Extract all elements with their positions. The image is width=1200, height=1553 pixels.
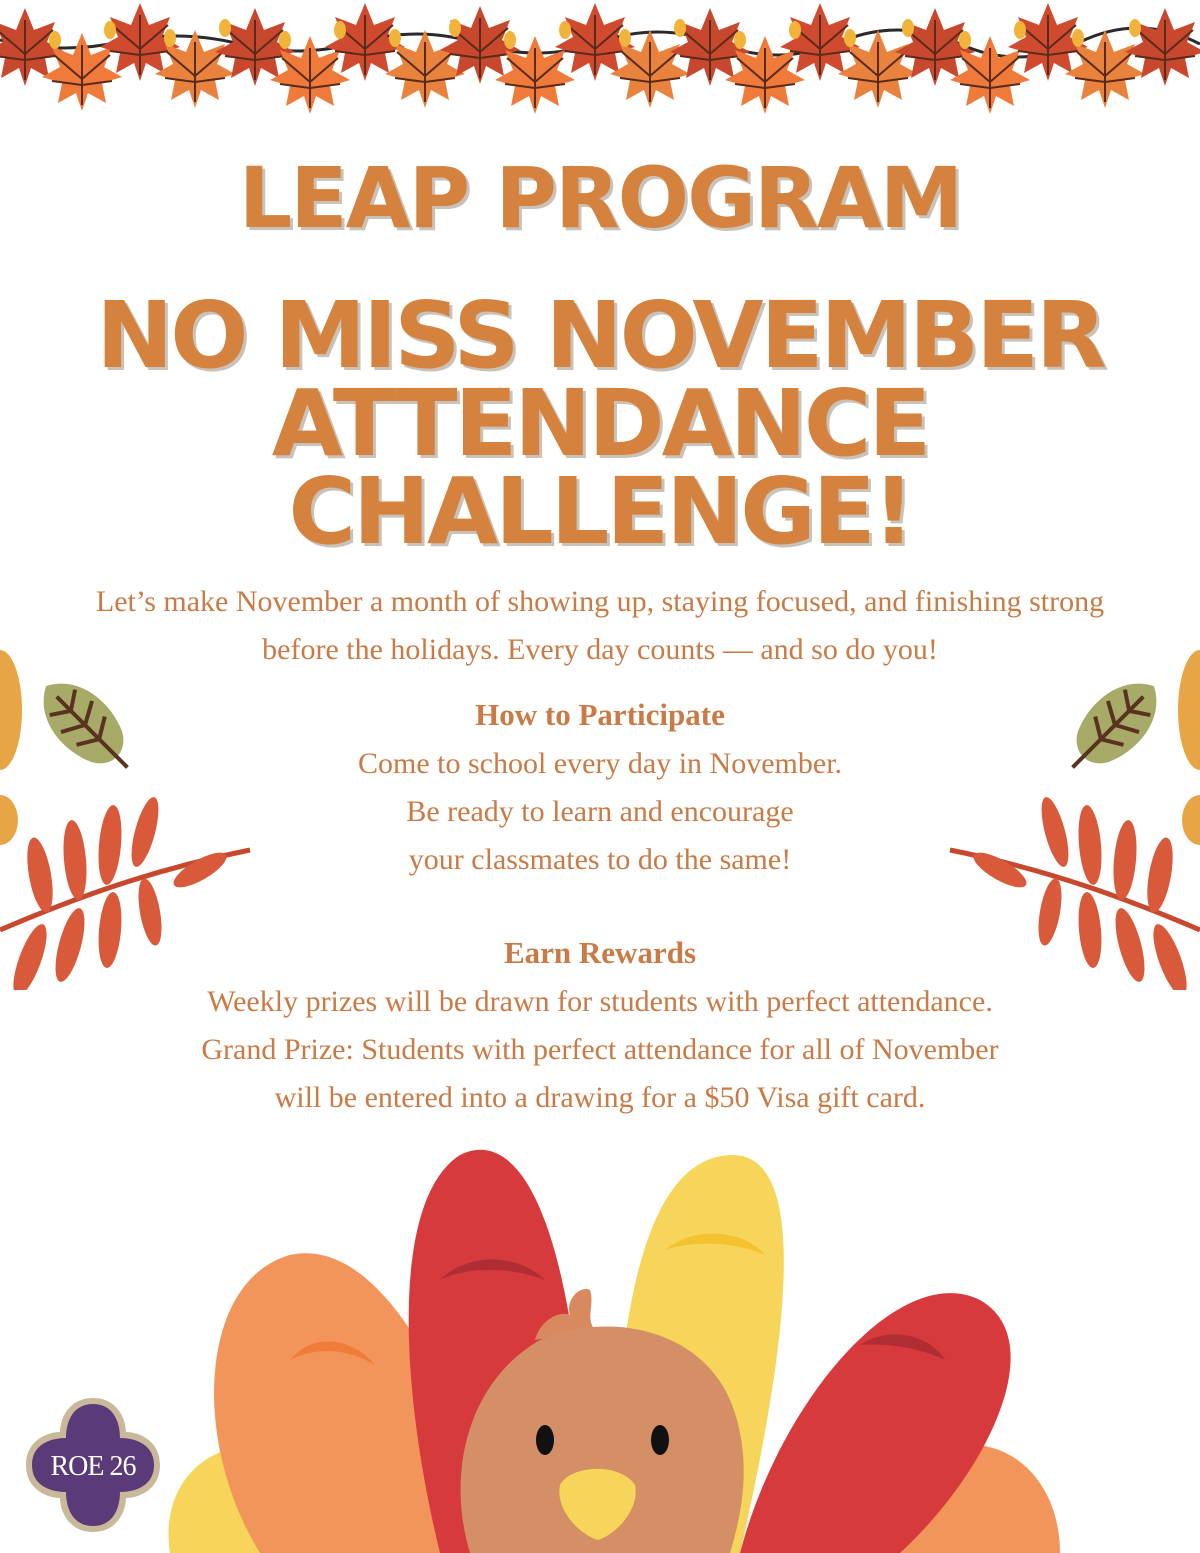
how-to-line: Be ready to learn and encourage bbox=[406, 795, 794, 828]
rewards-line: will be entered into a drawing for a $50 Visa gift card. bbox=[274, 1081, 926, 1114]
intro-line: before the holidays. Every day counts — and so do you! bbox=[262, 633, 938, 666]
how-to-line: Come to school every day in November. bbox=[357, 747, 843, 780]
rewards-text bbox=[0, 978, 1200, 1122]
challenge-title-line2: ATTENDANCE bbox=[271, 370, 929, 477]
roe-logo-icon bbox=[18, 1390, 168, 1540]
rewards-line: Weekly prizes will be drawn for students with perfect attendance. bbox=[207, 985, 993, 1018]
challenge-title-line1: NO MISS NOVEMBER bbox=[96, 282, 1104, 389]
how-to-heading: How to Participate bbox=[475, 697, 725, 732]
challenge-title bbox=[0, 282, 1200, 565]
program-title: LEAP PROGRAM bbox=[238, 149, 962, 247]
how-to-text bbox=[0, 740, 1200, 884]
logo-text: ROE 26 bbox=[50, 1451, 136, 1482]
how-to-line: your classmates to do the same! bbox=[408, 843, 792, 876]
challenge-title-line3: CHALLENGE! bbox=[288, 458, 912, 565]
turkey-illustration-icon bbox=[140, 1140, 1060, 1553]
rewards-heading: Earn Rewards bbox=[503, 935, 697, 970]
intro-line: Let’s make November a month of showing up, staying focused, and finishing strong bbox=[95, 585, 1105, 618]
rewards-line: Grand Prize: Students with perfect attendance for all of November bbox=[201, 1033, 999, 1066]
maple-leaf-garland-icon bbox=[0, 0, 1200, 125]
